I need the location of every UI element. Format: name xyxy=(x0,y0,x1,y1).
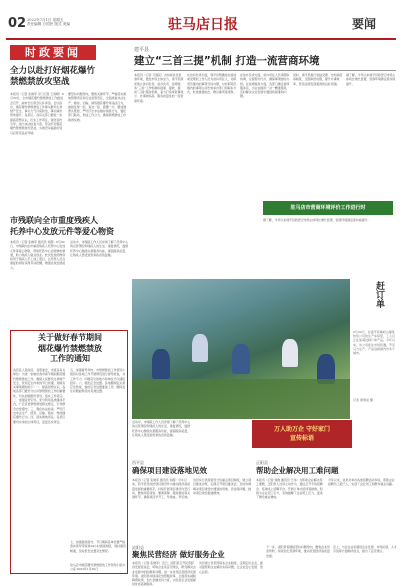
photo-title: 赶订单 xyxy=(374,281,384,308)
article5-col3: 下一步，泌阳县将继续坚持问题导向，聚焦企业所需所盼，持续优化营商环境，推动民营经济高质量发展。 xyxy=(266,545,330,558)
article5-body: 本报讯（记者 张晓军）近日，泌阳县召开民营经济发展座谈会，听取企业家意见建议，研究解决企业发展中的困难和问题，进一步优化民营经济发展环境。泌阳县持续深化放管服改革，全面落实减税降费政策，加大金融支持力度，为民营企业发展提供优质高效服务。 xyxy=(132,561,196,587)
header-rule xyxy=(6,38,396,40)
article2-col2: 活动中，市残联工作人员详细了解了托养中心的运营情况和残疾人的生活、康复情况，鼓励托养中心继续完善服务功能，提高服务质量，让残疾人感受到党和政府的温暖。 xyxy=(70,240,129,257)
main-col1: 本报讯（记者 万国民）为持续优化营商环境，激发市场主体活力，建平县探索建立首问负责、首办负责、首席服务“三首”工作机制和提速、提效、提质“三提”服务机制，着力打造审批事项少、办事效率高、服务质量优的一流营商环境。 xyxy=(134,73,184,103)
ad-line2: 宣传标语 xyxy=(289,435,314,442)
main-col4: 同时，建平县推行容缺受理、告知承诺等制度，压缩审批时限，提升办事效率，营造亲商安商富商的良好氛围。 xyxy=(293,73,343,86)
notice-body: 各县区人民政府、各管委会，市直各有关单位：为进一步做好我市春节期间烟花爆竹禁燃禁放工作，确保人民群众生命财产安全，营造安全祥和的节日氛围，现就有关事项通知如下：一、提高思想认识。各地各部门要充分认识禁燃禁放工作的重要性，切实加强组织领导，落实工作责任。二、加强宣传引导。充分利用各类媒体平台，广泛宣传禁燃禁放相关规定，引导群众自觉遵守。三、强化执法检查。严厉打击非法生产、经营、运输、储存、燃放烟花爆竹行为。四、落实属地责任。各县区要切实承担主体责任，层层压实责任。 xyxy=(13,368,66,424)
main-continued: 据了解，今年以来建平县新登记市场主体同比增长显著，营商环境满意度持续提升。 xyxy=(263,218,371,222)
article4-kicker: 正阳县 xyxy=(256,460,268,465)
article3-title: 确保项目建设落地见效 xyxy=(132,466,207,475)
photo-credit: 记者 唐明旭 摄 xyxy=(353,398,373,402)
issue-editor: 责任编辑 万国民 版式 美编 xyxy=(27,22,70,27)
article3-kicker: 西平县 xyxy=(132,460,144,465)
article2-body: 本报讯（记者 张晓军 通讯员 刘霞）6月30日，市残联向全市重度残疾人托养中心发放元件等爱心物资，帮助托养中心拓宽增收渠道，助力残疾人就业创业。此次发放的物资将用于残疾人手工加工项目，让托养人员在康复的同时获得劳动报酬，增强自我发展能力。 xyxy=(10,240,66,270)
photo-caption: 6月30日，在遂平县嵖岈山镇某纺织公司的生产车间里，工人们正在加紧赶制订单产品。今年以来，该公司抓住市场机遇，开足马力生产，产品远销国内外多个城市。 xyxy=(353,330,396,356)
article2-title xyxy=(10,215,128,237)
notice-col2: 五、加强督导考核。市禁燃禁放工作领导小组将对各地工作开展情况进行督导检查，对工作不力、问题突出的地方和单位予以通报批评。六、强化应急处置。各地要制定完善应急预案，做好应急处置准备工作，确保发生问题能够及时有效处置。 xyxy=(70,368,126,394)
issue-date: 2022年7月1日 星期五 xyxy=(27,18,64,22)
article1-title xyxy=(10,66,125,88)
article5-kicker: 泌阳县 xyxy=(132,545,144,550)
section-banner: 时政要闻 xyxy=(10,45,96,60)
article5-col2: 该县建立县领导联系企业制度，定期走访企业，面对面帮助企业解决实际问题，让企业安心发展、放心投资。 xyxy=(199,561,263,574)
article1-title-line2: 禁燃禁放攻坚战 xyxy=(10,77,70,87)
main-title-rule xyxy=(134,70,396,71)
article3-col2: 该县实行县级领导分包重点项目制度，建立项目推进台账，定期召开项目推进会，及时协调解决项目建设中遇到的用地、资金等问题，推动项目建设提速增效。 xyxy=(193,478,252,495)
ad-banner xyxy=(252,420,352,448)
article2-title-line2: 托养中心发放元件等爱心物资 xyxy=(10,227,114,236)
main-col2: 在首问负责方面，建平县明确首位接待或受理的工作人员为首问责任人，对职责范围内的事项当场办理，对非职责范围内的事项主动告知承办部门和联系方式，杜绝推诿扯皮、敷衍塞责等现象。 xyxy=(187,73,237,95)
article5-col4: 会上，与会企业家围绕企业发展、市场拓展、人才引进等方面畅所欲言，提出了意见建议。 xyxy=(333,545,397,554)
photo-follow-text: 活动中，市残联工作人员详细了解了托养中心的运营情况和残疾人的生活、康复情况，鼓励托养中心继续完善服务功能，提高服务质量，让残疾人感受到党和政府的温暖。 xyxy=(132,420,191,437)
article4-body: 本报讯（记者 刘晓 通讯员 王伟）为帮助企业解决用工难题，正阳县人社局主动作为，通过召开专场招聘会、搭建线上招聘平台、开展订单式培训等措施，积极为企业招工引才，有效缓解了企业用工压力，促进了群众就业增收。 xyxy=(256,478,323,500)
article2-title-line1: 市残联向全市重度残疾人 xyxy=(10,216,98,225)
article3-body: 本报讯（记者 张晓军 通讯员 刘霞）今年以来，西平县坚持把项目建设作为推动经济高质量发展的重要抓手，持续开展项目建设攻坚行动，聚焦项目谋划、要素保障、服务推进等关键环节，确保项目早开工、早建成、早见效。 xyxy=(132,478,191,500)
masthead-logo: 驻马店日报 xyxy=(168,17,238,33)
main-subtitle: 建平县 xyxy=(134,47,150,53)
main-col5: 据了解，今年以来建平县新登记市场主体同比增长显著，营商环境满意度持续提升。 xyxy=(346,73,396,86)
notice-footer: 驻马店市烟花爆竹禁燃禁放工作领导小组办公室 2022年1月20日 xyxy=(70,563,126,572)
article1-body: 本报讯（记者 张晓军 见习记者 王雨晴）6月30日，全市烟花爆竹禁燃禁放工作推进会召开，副市长出席会议并讲话。会议指出，烟花爆竹禁燃禁放工作事关群众生命财产安全，事关大气污染防治，事关城市形象提升。各县区、各有关部门要进一步提高思想认识，压实工作责任，强化宣传引导，加大执法检查力度，坚决打好烟花爆竹禁燃禁放攻坚战，为建设幸福美好驻马店营造良好环境。 xyxy=(10,92,64,135)
article5-title: 聚焦民营经济 做好服务企业 xyxy=(132,550,225,559)
article4-col2: 今年以来，该县共举办各类招聘活动多场，帮助企业招聘员工数千人，实现了企业用工和群众就业双赢。 xyxy=(328,478,395,487)
notice-title-line1: 关于做好春节期间 xyxy=(38,333,102,342)
article4-title: 帮助企业解决用工难问题 xyxy=(256,466,339,475)
ad-line1: 万人助万企 守好家门 xyxy=(273,426,331,433)
notice-col3: 七、加强值班值守。节日期间各单位要严格落实领导带班和24小时值班制度，保持通讯畅通，及时报告处置突发情况。 xyxy=(70,540,126,553)
notice-title-line2: 烟花爆竹禁燃禁放 xyxy=(38,343,102,353)
section-title: 要闻 xyxy=(352,17,377,31)
page-number: 02 xyxy=(8,16,27,31)
main-title: 建立“三首三提”机制 打造一流营商环境 xyxy=(134,55,320,67)
factory-photo xyxy=(132,279,350,419)
notice-title xyxy=(14,333,126,365)
article1-title-line1: 全力以赴打好烟花爆竹 xyxy=(10,66,96,76)
evaluation-bar: 驻马店市营商环境评价工作进行时 xyxy=(263,201,393,215)
main-col3: 在首办负责方面，首办责任人负责跟踪协调，全程帮办代办，确保事项按时办结。在首席服务方面，各部门确定首席服务官，为企业提供一对一精准服务，及时解决企业发展中遇到的困难和问题。 xyxy=(240,73,290,99)
issue-meta xyxy=(27,18,70,27)
notice-title-line3: 工作的通知 xyxy=(50,354,90,363)
article1-col2: 要坚持问题导向，聚焦关键环节，严格落实属地管理责任和行业监管责任，全面排查非法生产、储存、运输、销售烟花爆竹等违法行为，做到发现一起、查处一起、震慑一片。要加强源头管控，严厉打击非法储存销售行为，强化部门联动，形成工作合力，确保禁燃禁放工作取得实效。 xyxy=(68,92,127,122)
